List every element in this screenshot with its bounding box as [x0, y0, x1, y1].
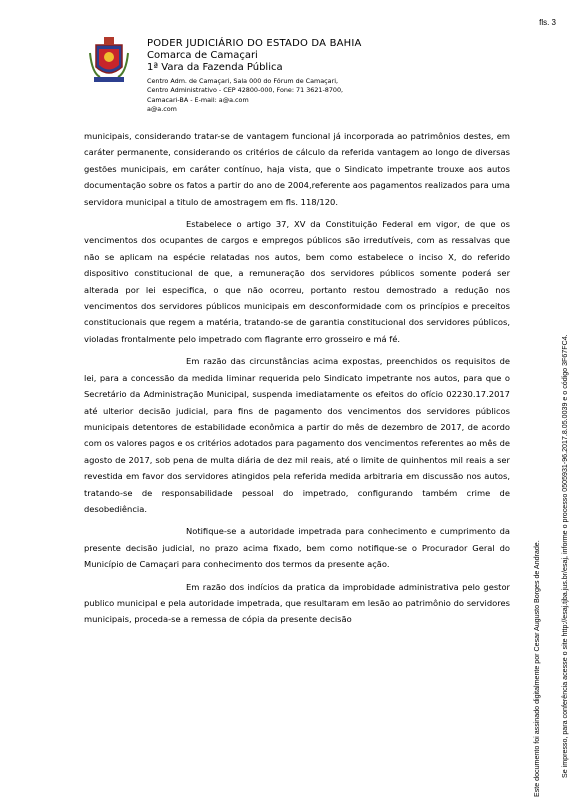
court-address	[147, 77, 362, 115]
court-name: PODER JUDICIÁRIO DO ESTADO DA BAHIA	[147, 38, 362, 49]
email-line: a@a.com	[147, 105, 177, 114]
decision-body	[84, 128, 510, 628]
comarca-name: Comarca de Camaçari	[147, 50, 258, 61]
signature-notice: Este documento foi assinado digitalmente por Cesar Augusto Borges de Andrade.	[533, 540, 541, 797]
coat-of-arms-icon	[88, 33, 130, 85]
vara-name: 1ª Vara da Fazenda Pública	[147, 62, 283, 73]
paragraph: Notifique-se a autoridade impetrada para conhecimento e cumprimento da presente decisão judicial, no prazo acima fixado, bem como notifique-se o Procurador Geral do Município de Camaçari para conhecimento dos termos da presente ação.	[84, 526, 510, 570]
address-line: Centro Adm. de Camaçari, Sala 000 do Fórum de Camaçari,	[147, 77, 339, 85]
paragraph: Estabelece o artigo 37, XV da Constituição Federal em vigor, de que os vencimentos dos ocupantes de cargos e empregos públicos são irredutíveis, com as ressalvas que não se aplicam na espécie relatadas nos autos, bem como estabelece o inciso X, do referido dispositivo constitucional de que, a remuneração dos servidores públicos somente poderá ser alterada por lei especifica, o que não ocorreu, portanto restou demostrado a redução nos vencimentos dos servidores públicos municipais em desconformidade com os princípios e preceitos constitucionais que regem a matéria, tratando-se de garantia constitucional dos servidores públicos, violadas frontalmente pelo impetrado com flagrante erro grosseiro e má fé.	[84, 219, 510, 344]
paragraph: Em razão das circunstâncias acima expostas, preenchidos os requisitos de lei, para a concessão da medida liminar requerida pelo Sindicato impetrante nos autos, para que o Secretário da Administração Municipal, suspenda imediatamente os efeitos do ofício 02230.17.2017 até ulterior decisão judicial, para fins de pagamento dos vencimentos dos servidores públicos municipais detentores de estabilidade econômica a partir do mês de dezembro de 2017, de acordo com os valores pagos e os critérios adotados para pagamento dos vencimentos referentes ao mês de agosto de 2017, sob pena de multa diária de dez mil reais, até o limite de quinhentos mil reais a ser revestida em favor dos servidores atingidos pela referida medida arbitraria em discussão nos autos, tratando-se de responsabilidade pessoal do impetrado, configurando também crime de desobediência.	[84, 356, 510, 514]
address-line: Camacari-BA - E-mail: a@a.com	[147, 95, 249, 104]
address-line: Centro Administrativo - CEP 42800-000, Fone: 71 3621-8700,	[147, 86, 344, 95]
page-number: fls. 3	[539, 18, 556, 27]
paragraph: Em razão dos indícios da pratica da improbidade administrativa pelo gestor publico municipal e pela autoridade impetrada, que resultaram em lesão ao patrimônio do servidores municipais, proceda-se a remessa de cópia da presente decisão	[84, 581, 510, 625]
paragraph: municipais, considerando tratar-se de vantagem funcional já incorporada ao patrimônios destes, em caráter permanente, considerando os critérios de cálculo da referida vantagem ao longo de diversas gestões municipais, em caráter contínuo, haja vista, que o Sindicato impetrante trouxe aos autos documentação sobre os fatos a partir do ano de 2004,referente aos pagamentos realizados para uma servidora municipal a titulo de amostragem em fls. 118/120.	[84, 131, 510, 207]
verification-notice: Se impresso, para conferência acesse o site http://esaj.tjba.jus.br/esaj, informe o processo 0505931-96.2017.8.05.0039 e o código 3F67FC4.	[561, 334, 569, 778]
